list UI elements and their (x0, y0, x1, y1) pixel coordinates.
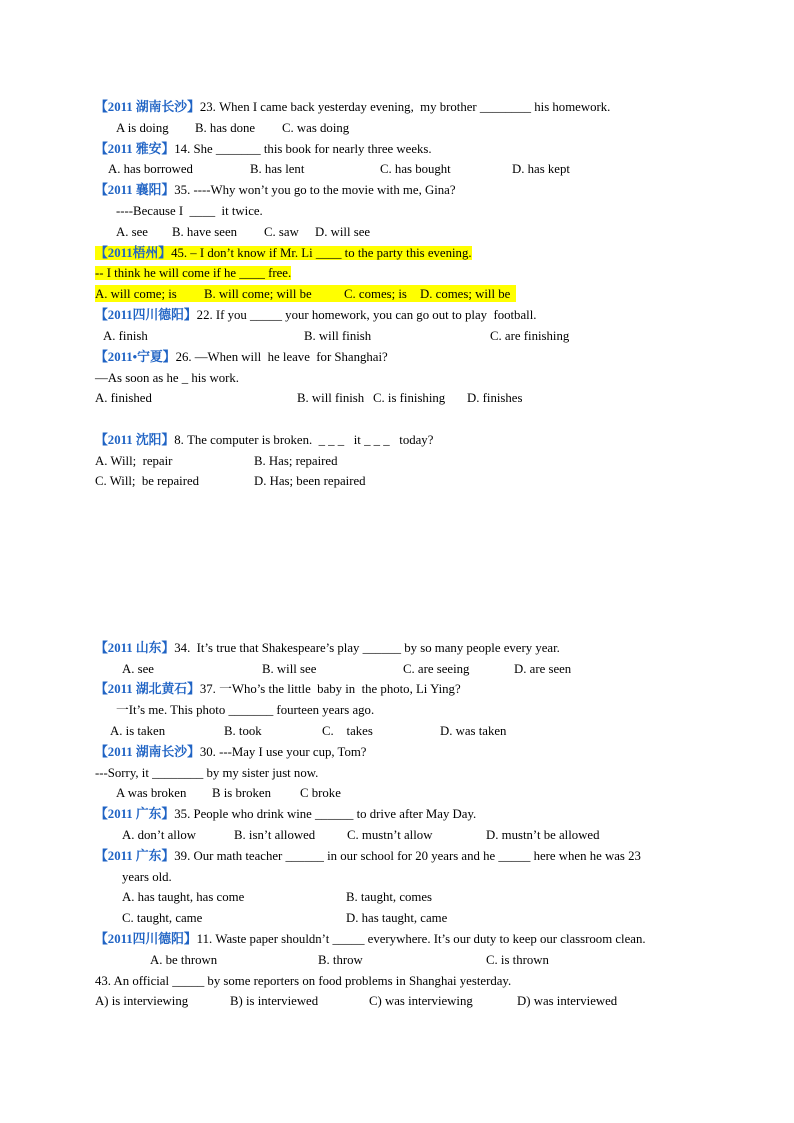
question-6-text: 26. —When will he leave for Shanghai? (175, 350, 388, 364)
question-2-tag: 【2011 雅安】 (95, 142, 175, 156)
question-9-tag: 【2011 湖北黄石】 (95, 682, 200, 696)
question-3-stem (95, 182, 456, 198)
question-7-option-d: D. Has; been repaired (254, 474, 366, 488)
question-7-option-c: C. Will; be repaired (95, 474, 200, 488)
question-12-option-a: A. has taught, has come (122, 890, 245, 904)
question-9-reply: 一It’s me. This photo _______ fourteen years ago. (116, 703, 375, 717)
question-6-reply: —As soon as he _ his work. (95, 371, 239, 385)
question-6-option-c: C. is finishing (373, 391, 446, 405)
question-10-stem (95, 744, 366, 760)
question-8-option-d: D. are seen (514, 662, 572, 676)
question-5-tag: 【2011四川德阳】 (95, 308, 197, 322)
question-9-option-b: B. took (224, 724, 262, 738)
question-13-tag: 【2011四川德阳】 (95, 932, 197, 946)
question-9-option-c: C. takes (322, 724, 373, 738)
question-7-option-a: A. Will; repair (95, 454, 173, 468)
question-10-option-a: A was broken (116, 786, 187, 800)
question-10-reply: ---Sorry, it ________ by my sister just now. (95, 766, 319, 780)
question-12-option-c: C. taught, came (122, 911, 203, 925)
question-12-text: 39. Our math teacher ______ in our school for 20 years and he _____ here when he was 23 (174, 849, 641, 863)
question-12-tag: 【2011 广东】 (95, 849, 175, 863)
question-7-tag: 【2011 沈阳】 (95, 433, 175, 447)
question-3-reply: ----Because I ____ it twice. (116, 204, 263, 218)
question-6-option-b: B. will finish (297, 391, 365, 405)
question-6-option-a: A. finished (95, 391, 152, 405)
question-8-text: 34. It’s true that Shakespeare’s play ______ by so many people every year. (174, 641, 560, 655)
question-13-text: 11. Waste paper shouldn’t _____ everywhere. It’s our duty to keep our classroom clean. (196, 932, 646, 946)
question-1-option-b: B. has done (195, 121, 256, 135)
question-8-option-c: C. are seeing (403, 662, 470, 676)
question-10-text: 30. ---May I use your cup, Tom? (199, 745, 367, 759)
question-1-option-a: A is doing (116, 121, 169, 135)
question-4-text: 45. – I don’t know if Mr. Li ____ to the party this evening. (171, 246, 472, 260)
question-12-stem (95, 848, 641, 864)
question-5-option-c: C. are finishing (490, 329, 570, 343)
question-14-option-d: D) was interviewed (517, 994, 618, 1008)
question-10-tag: 【2011 湖南长沙】 (95, 745, 200, 759)
question-13-option-a: A. be thrown (150, 953, 218, 967)
question-1-tag: 【2011 湖南长沙】 (95, 100, 200, 114)
question-4-tag: 【2011梧州】 (95, 246, 172, 260)
question-9-stem (95, 681, 461, 697)
question-13-option-c: C. is thrown (486, 953, 549, 967)
question-11-option-b: B. isn’t allowed (234, 828, 316, 842)
question-8-option-a: A. see (122, 662, 154, 676)
question-3-text: 35. ----Why won’t you go to the movie with me, Gina? (174, 183, 456, 197)
question-7-option-b: B. Has; repaired (254, 454, 338, 468)
question-8-stem (95, 640, 560, 656)
question-14-text: 43. An official _____ by some reporters on food problems in Shanghai yesterday. (95, 974, 512, 988)
question-3-option-d: D. will see (315, 225, 371, 239)
question-11-option-a: A. don’t allow (122, 828, 197, 842)
question-12-text-continued: years old. (122, 870, 172, 884)
question-11-stem (95, 806, 476, 822)
question-14-option-b: B) is interviewed (230, 994, 319, 1008)
question-4-option-a: A. will come; is (95, 287, 177, 301)
question-2-option-b: B. has lent (250, 162, 305, 176)
question-11-option-d: D. mustn’t be allowed (486, 828, 600, 842)
question-4-option-b: B. will come; will be (204, 287, 312, 301)
question-1-text: 23. When I came back yesterday evening, my brother ________ his homework. (199, 100, 611, 114)
question-2-text: 14. She _______ this book for nearly three weeks. (174, 142, 432, 156)
question-9-option-d: D. was taken (440, 724, 507, 738)
question-5-stem (95, 307, 536, 323)
question-3-option-b: B. have seen (172, 225, 238, 239)
question-6-tag: 【2011•宁夏】 (95, 350, 176, 364)
question-13-option-b: B. throw (318, 953, 363, 967)
question-2-option-c: C. has bought (380, 162, 451, 176)
highlight (95, 246, 472, 260)
question-11-text: 35. People who drink wine ______ to drive after May Day. (174, 807, 477, 821)
question-1-stem (95, 99, 610, 115)
question-8-tag: 【2011 山东】 (95, 641, 175, 655)
question-11-tag: 【2011 广东】 (95, 807, 175, 821)
question-9-option-a: A. is taken (110, 724, 166, 738)
question-6-option-d: D. finishes (467, 391, 523, 405)
question-4-stem (95, 245, 472, 261)
question-3-option-c: C. saw (264, 225, 299, 239)
question-5-text: 22. If you _____ your homework, you can go out to play football. (196, 308, 537, 322)
question-12-option-d: D. has taught, came (346, 911, 448, 925)
question-4-option-d: D. comes; will be (420, 287, 511, 301)
question-8-option-b: B. will see (262, 662, 317, 676)
question-10-option-b: B is broken (212, 786, 272, 800)
question-9-text: 37. 一Who’s the little baby in the photo, Li Ying? (199, 682, 461, 696)
question-14-option-a: A) is interviewing (95, 994, 189, 1008)
question-4-option-c: C. comes; is (344, 287, 407, 301)
question-13-stem (95, 931, 646, 947)
question-2-stem (95, 141, 432, 157)
question-2-option-a: A. has borrowed (108, 162, 193, 176)
question-1-option-c: C. was doing (282, 121, 350, 135)
question-3-option-a: A. see (116, 225, 148, 239)
question-10-option-c: C broke (300, 786, 341, 800)
question-6-stem (95, 349, 388, 365)
question-5-option-b: B. will finish (304, 329, 372, 343)
question-4-reply-line (95, 265, 291, 281)
question-7-stem (95, 432, 433, 448)
question-2-option-d: D. has kept (512, 162, 570, 176)
question-11-option-c: C. mustn’t allow (347, 828, 433, 842)
question-5-option-a: A. finish (103, 329, 148, 343)
question-4-reply: -- I think he will come if he ____ free. (95, 266, 292, 280)
question-7-text: 8. The computer is broken. _ _ _ it _ _ _ today? (174, 433, 434, 447)
question-3-tag: 【2011 襄阳】 (95, 183, 175, 197)
question-12-option-b: B. taught, comes (346, 890, 433, 904)
question-14-option-c: C) was interviewing (369, 994, 473, 1008)
